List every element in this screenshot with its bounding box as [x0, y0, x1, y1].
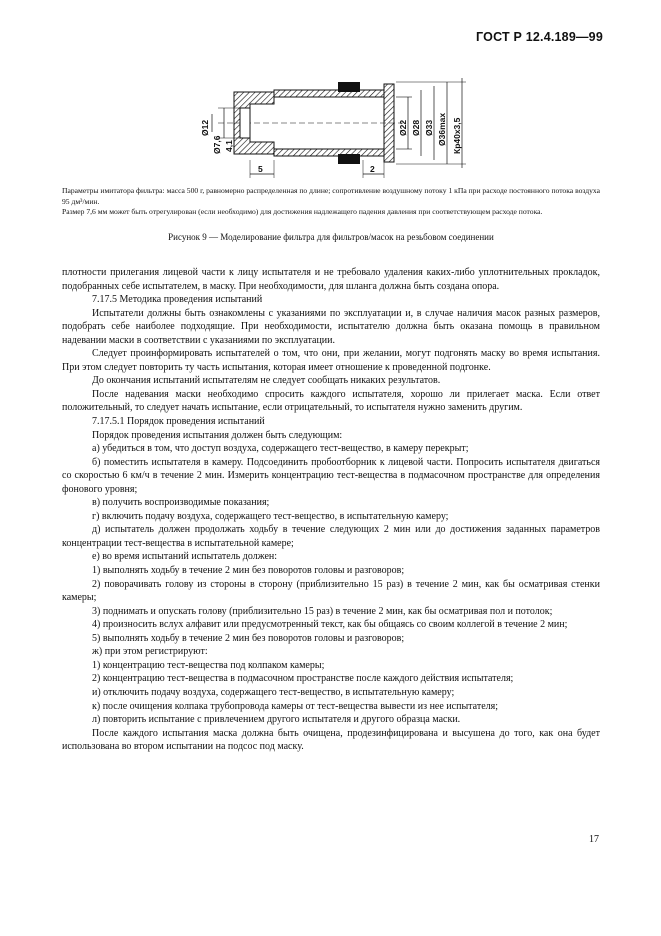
dim-len5: 5 — [258, 164, 263, 174]
inlet-bore — [240, 108, 250, 138]
dim-d76: Ø7,6 — [212, 135, 222, 154]
dim-d28: Ø28 — [411, 119, 421, 136]
page-number: 17 — [589, 834, 599, 845]
thread-ring-bottom — [338, 154, 360, 164]
list-item: г) включить подачу воздуха, содержащего тест-вещество, в испытательную камеру; — [92, 510, 449, 522]
paragraph: плотности прилегания лицевой части к лицу испытателя и не требовало удаления каких-либо уплотнительных прокладок, подобранных себе испытателем, в маску. При необходимости, для шланга должна быть создана опора. — [62, 267, 600, 292]
filter-drawing-svg — [188, 74, 478, 186]
list-item: л) повторить испытание с привлечением другого испытателя и другого образца маски. — [92, 714, 461, 726]
list-item: 2) поворачивать голову из стороны в сторону (приблизительно 15 раз) в течение 2 мин, как бы осматривая стенки камеры; — [62, 578, 600, 604]
document-header: ГОСТ Р 12.4.189—99 — [476, 30, 603, 44]
figure-caption: Рисунок 9 — Моделирование фильтра для фильтров/масок на резьбовом соединении — [168, 232, 494, 242]
tube-wall-top — [274, 90, 384, 97]
list-item: ж) при этом регистрируют: — [92, 646, 208, 658]
subsection-heading: 7.17.5.1 Порядок проведения испытаний — [92, 416, 265, 428]
list-item: 1) выполнять ходьбу в течение 2 мин без поворотов головы и разговоров; — [92, 565, 405, 577]
section-heading: 7.17.5 Методика проведения испытаний — [92, 294, 263, 306]
list-item: и) отключить подачу воздуха, содержащего тест-вещество, в испытательную камеру; — [92, 686, 455, 698]
dim-d41: 4,1 — [224, 140, 234, 152]
dim-d12: Ø12 — [200, 119, 210, 136]
paragraph: Следует проинформировать испытателей о том, что они, при желании, могут подгонять маску во время испытания. При этом следует повторить ту часть испытания, которая имеет отношение к проведенной подгонке. — [62, 348, 600, 373]
list-item: к) после очищения колпака трубопровода камеры от тест-вещества вывести из нее испытателя; — [92, 700, 499, 712]
list-item: е) во время испытаний испытатель должен: — [92, 551, 278, 563]
tube-wall-bottom — [274, 149, 384, 156]
list-item: 1) концентрацию тест-вещества под колпаком камеры; — [92, 659, 325, 671]
paragraph: До окончания испытаний испытателям не следует сообщать никаких результатов. — [92, 375, 441, 387]
dim-len2: 2 — [370, 164, 375, 174]
paragraph: Порядок проведения испытания должен быть следующим: — [92, 429, 343, 441]
list-item: 3) поднимать и опускать голову (приблизительно 15 раз) в течение 2 мин, как бы осматривая пол и потолок; — [92, 605, 553, 617]
list-item: б) поместить испытателя в камеру. Подсоединить пробоотборник к лицевой части. Попросить испытателя двигаться со скоростью 6 км/ч в течение 2 мин. Измерить концентрацию тест-вещества в подмасочном пространстве для определения фонового уровня; — [62, 456, 600, 495]
paragraph: После надевания маски необходимо спросить каждого испытателя, хорошо ли прилегает маска. Если ответ положительный, то следует начать испытание, если отрицательный, то испытателя нужно заменить другим. — [62, 388, 600, 414]
figure-note-size: Размер 7,6 мм может быть отрегулирован (если необходимо) для достижения надлежащего падения давления при соответствующем расходе потока. — [62, 207, 543, 216]
filter-drawing — [188, 74, 478, 186]
list-item: в) получить воспроизводимые показания; — [92, 497, 270, 509]
list-item: 5) выполнять ходьбу в течение 2 мин без поворотов головы и разговоров; — [92, 632, 405, 644]
list-item: 4) произносить вслух алфавит или предусмотренный текст, как бы общаясь со своим коллегой в течение 2 мин; — [92, 619, 568, 631]
paragraph: После каждого испытания маска должна быть очищена, продезинфицирована и высушена до того, как она будет использована во втором испытании на подсос под маску. — [62, 727, 600, 753]
right-flange — [384, 84, 394, 162]
list-item: 2) концентрацию тест-вещества в подмасочном пространстве после каждого действия испытателя; — [92, 673, 514, 685]
dim-d33: Ø33 — [424, 119, 434, 136]
body-text — [62, 266, 600, 754]
figure-note-params: Параметры имитатора фильтра: масса 500 г, равномерно распределенная по длине; сопротивление воздушному потоку 1 кПа при расходе постоянного потока воздуха 95 дм³/мин. — [62, 186, 600, 206]
list-item: а) убедиться в том, что доступ воздуха, содержащего тест-вещество, в камеру перекрыт; — [92, 443, 469, 455]
dim-d22: Ø22 — [398, 119, 408, 136]
dim-d36: Ø36max — [437, 112, 447, 146]
paragraph: Испытатели должны быть ознакомлены с указаниями по эксплуатации и, в случае наличия масок разных размеров, подобрать себе наиболее подходящие. При необходимости, испытателю должна быть оказана помощь в правильном надевании маски в соответствии с указаниями по эксплуатации. — [62, 307, 600, 346]
list-item: д) испытатель должен продолжать ходьбу в течение следующих 2 мин или до достижения заданных параметров концентрации тест-вещества в испытательной камере; — [62, 524, 600, 549]
thread-ring-top — [338, 82, 360, 92]
dim-thread: Кр40х3,5 — [452, 117, 462, 154]
